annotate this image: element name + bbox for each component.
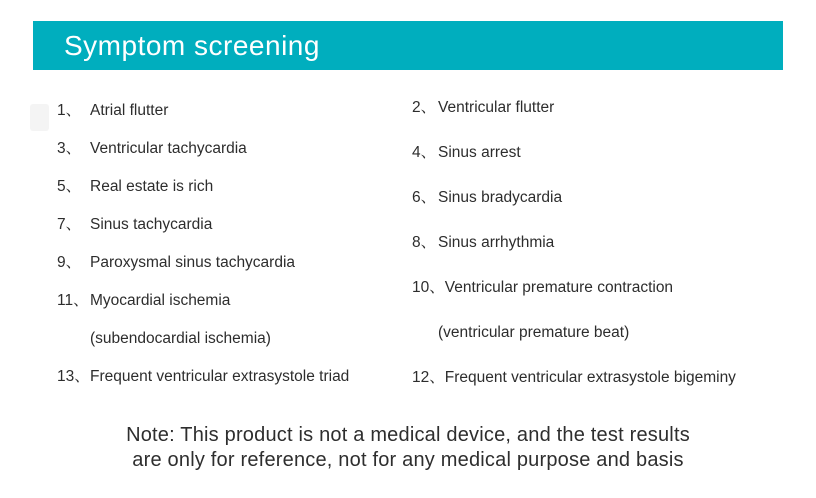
item-label: Paroxysmal sinus tachycardia	[90, 254, 296, 271]
list-item	[57, 282, 349, 320]
disclaimer-line-2: are only for reference, not for any medical purpose and basis	[132, 449, 684, 471]
disclaimer-line-1: Note: This product is not a medical device, and the test results	[126, 424, 690, 446]
list-item	[412, 265, 736, 310]
item-number: 11、	[57, 292, 89, 309]
list-item	[57, 168, 349, 206]
item-number: 6、	[412, 189, 437, 206]
list-item	[57, 206, 349, 244]
item-label: Ventricular flutter	[438, 99, 555, 116]
item-label: Frequent ventricular extrasystole triad	[90, 368, 350, 385]
list-item	[412, 85, 736, 130]
list-item	[412, 355, 736, 400]
item-number: 1、	[57, 102, 82, 119]
list-item	[412, 175, 736, 220]
item-label: Ventricular premature contraction	[444, 279, 674, 296]
list-item	[412, 130, 736, 175]
symptom-list-left	[57, 92, 349, 396]
list-item-continuation	[412, 310, 736, 355]
item-label: Sinus arrest	[438, 144, 521, 161]
item-label: (ventricular premature beat)	[438, 324, 630, 341]
list-item-continuation	[57, 320, 349, 358]
disclaimer-note	[0, 423, 816, 473]
item-label: Sinus bradycardia	[438, 189, 563, 206]
item-number: 7、	[57, 216, 82, 233]
list-item	[412, 220, 736, 265]
item-number: 4、	[412, 144, 437, 161]
item-number: 2、	[412, 99, 437, 116]
item-number: 13、	[57, 368, 90, 385]
watermark	[30, 104, 49, 131]
item-label: Frequent ventricular extrasystole bigeminy	[444, 369, 736, 386]
symptom-list-right	[412, 85, 736, 400]
list-item	[57, 92, 349, 130]
title-bar	[33, 21, 783, 70]
item-label: Myocardial ischemia	[90, 292, 231, 309]
item-label: Sinus arrhythmia	[438, 234, 555, 251]
list-item	[57, 130, 349, 168]
list-item	[57, 358, 349, 396]
item-number: 9、	[57, 254, 82, 271]
item-number: 12、	[412, 369, 445, 386]
item-label: Ventricular tachycardia	[90, 140, 247, 157]
item-label: Atrial flutter	[90, 102, 169, 119]
item-number: 3、	[57, 140, 82, 157]
item-label: Real estate is rich	[90, 178, 214, 195]
list-item	[57, 244, 349, 282]
page-title: Symptom screening	[64, 29, 320, 61]
item-label: (subendocardial ischemia)	[90, 330, 271, 347]
item-number: 5、	[57, 178, 82, 195]
item-number: 8、	[412, 234, 437, 251]
item-number: 10、	[412, 279, 445, 296]
item-label: Sinus tachycardia	[90, 216, 213, 233]
